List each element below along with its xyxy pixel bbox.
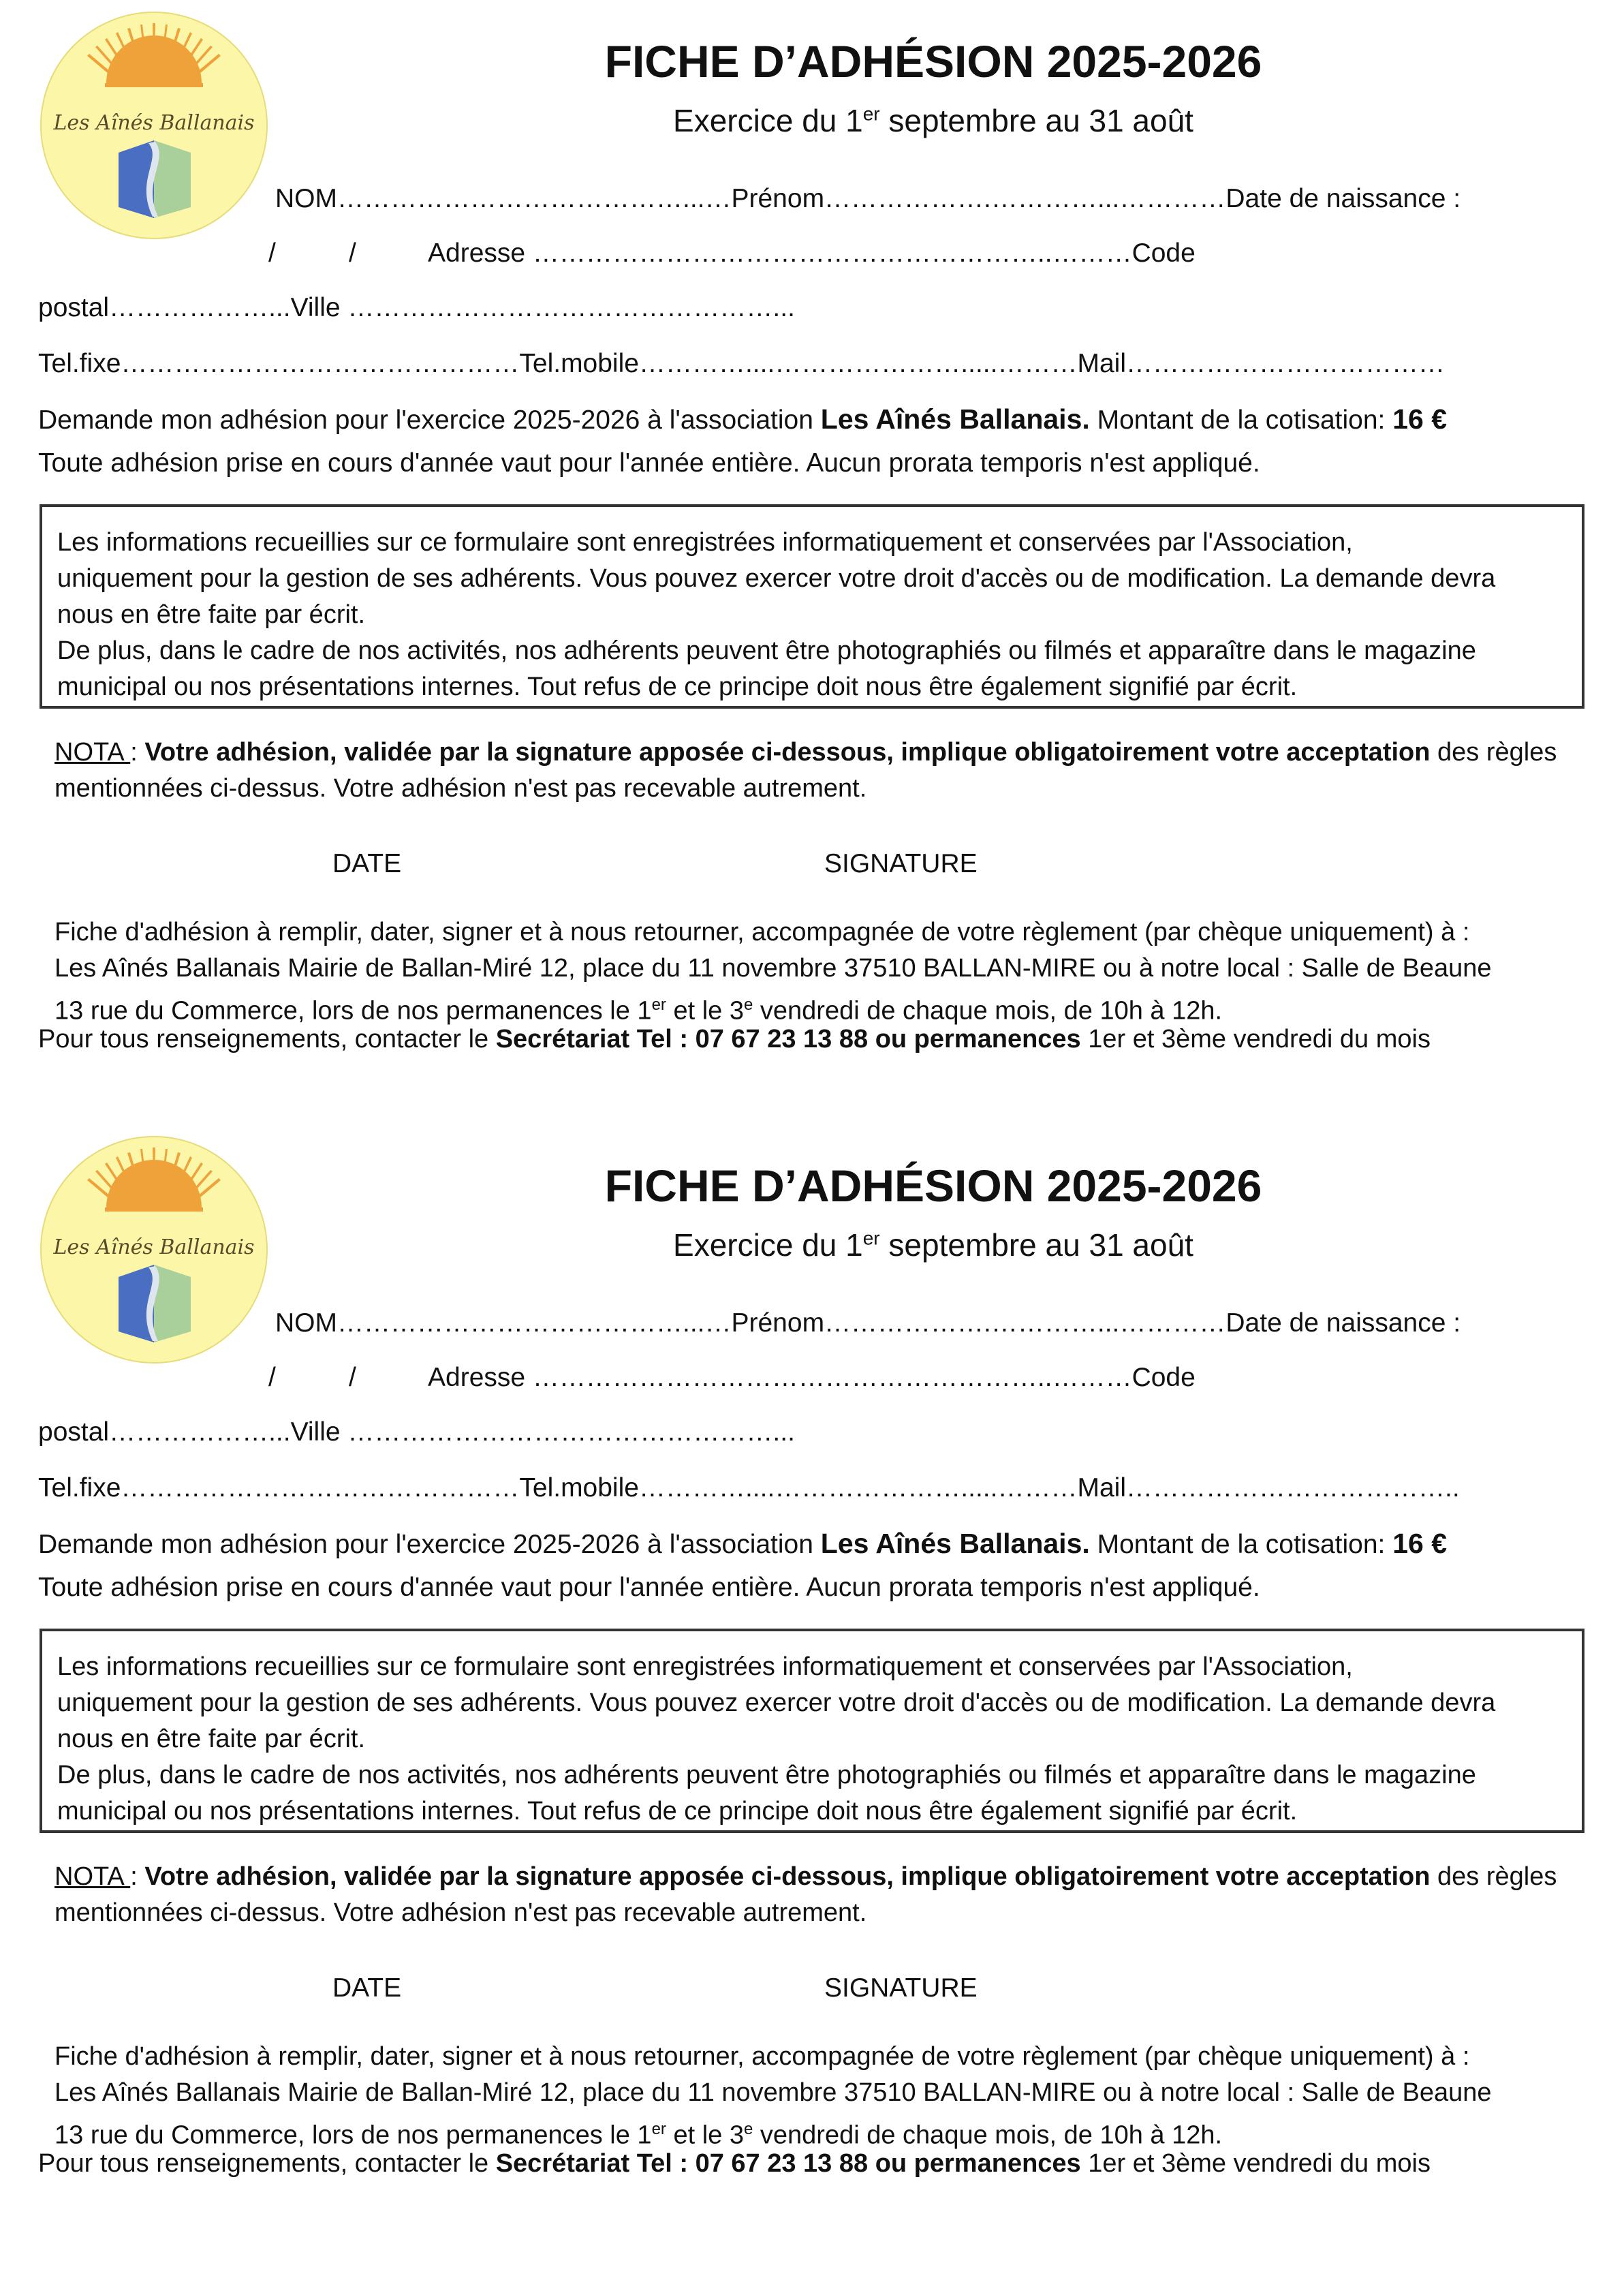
dob-slash-2: / xyxy=(349,238,356,268)
membership-form-1 xyxy=(0,0,1624,1124)
logo-text: Les Aînés Ballanais xyxy=(53,111,255,135)
signature-label: SIGNATURE xyxy=(824,1973,978,2003)
return-instructions xyxy=(54,914,1594,1030)
association-logo xyxy=(38,1134,270,1366)
privacy-line: uniquement pour la gestion de ses adhérents. Vous pouvez exercer votre droit d'accès ou de modification. La demande devra xyxy=(57,564,1496,593)
footer-sup: e xyxy=(743,996,753,1014)
footer-text: vendredi de chaque mois, de 10h à 12h. xyxy=(753,2121,1223,2150)
contact-text: Pour tous renseignements, contacter le xyxy=(38,2149,496,2178)
nota-text: des règles xyxy=(1430,1862,1557,1891)
privacy-line: Les informations recueillies sur ce formulaire sont enregistrées informatiquement et conservées par l'Association, xyxy=(57,1652,1353,1681)
nota-text-line2: mentionnées ci-dessus. Votre adhésion n'est pas recevable autrement. xyxy=(54,774,867,803)
nota-colon: : xyxy=(130,1862,145,1891)
membership-form-2 xyxy=(0,1124,1624,2249)
nota-label: NOTA xyxy=(54,738,131,767)
form-title: FICHE D’ADHÉSION 2025-2026 xyxy=(604,36,1262,87)
association-logo xyxy=(38,10,270,241)
nota-bold-text: Votre adhésion, validée par la signature apposée ci-dessous, implique obligatoirement votre acceptation xyxy=(144,1862,1431,1891)
subtitle-text-end: septembre au 31 août xyxy=(879,1227,1193,1263)
demande-line xyxy=(38,403,1447,435)
montant-label: Montant de la cotisation: xyxy=(1089,1530,1393,1559)
footer-text: et le 3 xyxy=(666,996,744,1026)
adresse-line[interactable]: Adresse …………………………………………………..………Code xyxy=(428,238,1196,268)
nom-prenom-dob-line[interactable]: NOM…………………………………...…Prénom……………….…………...…………Date de naissance : xyxy=(275,184,1461,213)
footer-sup: er xyxy=(651,2120,666,2138)
contact-text: Pour tous renseignements, contacter le xyxy=(38,1025,496,1053)
cotisation-price: 16 € xyxy=(1392,403,1448,435)
subtitle-text-end: septembre au 31 août xyxy=(879,103,1193,138)
association-name: Les Aînés Ballanais. xyxy=(820,1528,1090,1559)
privacy-line: nous en être faite par écrit. xyxy=(57,600,366,629)
nota-colon: : xyxy=(130,738,145,767)
contact-line xyxy=(38,1025,1431,1054)
footer-text: 13 rue du Commerce, lors de nos permanences le 1 xyxy=(54,996,652,1026)
postal-ville-line[interactable]: postal………………...Ville …………………………………………... xyxy=(38,293,795,322)
privacy-line: municipal ou nos présentations internes. Tout refus de ce principe doit nous être également signifié par écrit. xyxy=(57,1797,1298,1826)
privacy-box xyxy=(40,504,1584,709)
privacy-line: nous en être faite par écrit. xyxy=(57,1725,366,1753)
tel-mail-line[interactable]: Tel.fixe………………………………………Tel.mobile…………....………………….....………Mail……………………………… xyxy=(38,349,1445,378)
form-title: FICHE D’ADHÉSION 2025-2026 xyxy=(604,1160,1262,1211)
footer-line: Fiche d'adhésion à remplir, dater, signer et à nous retourner, accompagnée de votre règlement (par chèque uniquement) à : xyxy=(54,2042,1470,2071)
demande-text: Demande mon adhésion pour l'exercice 2025-2026 à l'association xyxy=(38,1530,821,1559)
logo-text: Les Aînés Ballanais xyxy=(53,1235,255,1259)
privacy-line: De plus, dans le cadre de nos activités, nos adhérents peuvent être photographiés ou filmés et apparaître dans le magazine xyxy=(57,1761,1476,1789)
footer-text: et le 3 xyxy=(666,2121,744,2150)
dob-slash-1: / xyxy=(268,238,276,268)
nota-text: des règles xyxy=(1430,738,1557,767)
tel-mail-line[interactable]: Tel.fixe………………………………………Tel.mobile…………....………………….....………Mail……………………………….. xyxy=(38,1473,1460,1503)
privacy-line: De plus, dans le cadre de nos activités, nos adhérents peuvent être photographiés ou filmés et apparaître dans le magazine xyxy=(57,636,1476,665)
footer-line xyxy=(54,2111,1594,2154)
privacy-line: Les informations recueillies sur ce formulaire sont enregistrées informatiquement et conservées par l'Association, xyxy=(57,528,1353,557)
nota-bold-text: Votre adhésion, validée par la signature apposée ci-dessous, implique obligatoirement votre acceptation xyxy=(144,738,1431,767)
footer-sup: e xyxy=(743,2120,753,2138)
subtitle-sup: er xyxy=(862,103,880,125)
footer-line: Les Aînés Ballanais Mairie de Ballan-Miré 12, place du 11 novembre 37510 BALLAN-MIRE ou à notre local : Salle de Beaune xyxy=(54,954,1492,983)
subtitle-sup: er xyxy=(862,1227,880,1249)
prorata-notice: Toute adhésion prise en cours d'année vaut pour l'année entière. Aucun prorata temporis n'est appliqué. xyxy=(38,448,1260,478)
privacy-line: uniquement pour la gestion de ses adhérents. Vous pouvez exercer votre droit d'accès ou de modification. La demande devra xyxy=(57,1689,1496,1717)
footer-text: 13 rue du Commerce, lors de nos permanences le 1 xyxy=(54,2121,652,2150)
contact-text-end: 1er et 3ème vendredi du mois xyxy=(1080,1025,1431,1053)
footer-sup: er xyxy=(651,996,666,1014)
dob-slash-2: / xyxy=(349,1363,356,1392)
prorata-notice: Toute adhésion prise en cours d'année vaut pour l'année entière. Aucun prorata temporis n'est appliqué. xyxy=(38,1573,1260,1602)
contact-phone[interactable]: Secrétariat Tel : 07 67 23 13 88 ou permanences xyxy=(495,2149,1081,2178)
date-label: DATE xyxy=(332,849,402,878)
demande-text: Demande mon adhésion pour l'exercice 2025-2026 à l'association xyxy=(38,405,821,435)
contact-text-end: 1er et 3ème vendredi du mois xyxy=(1080,2149,1431,2178)
nota-block xyxy=(54,1859,1580,1931)
privacy-line: municipal ou nos présentations internes. Tout refus de ce principe doit nous être également signifié par écrit. xyxy=(57,673,1298,701)
nota-text-line2: mentionnées ci-dessus. Votre adhésion n'est pas recevable autrement. xyxy=(54,1898,867,1927)
subtitle-text: Exercice du 1 xyxy=(673,1227,863,1263)
nom-prenom-dob-line[interactable]: NOM…………………………………...…Prénom……………….…………...…………Date de naissance : xyxy=(275,1308,1461,1338)
form-subtitle xyxy=(477,102,1390,139)
privacy-box xyxy=(40,1629,1584,1833)
postal-ville-line[interactable]: postal………………...Ville …………………………………………... xyxy=(38,1417,795,1447)
dob-slash-1: / xyxy=(268,1363,276,1392)
form-subtitle xyxy=(477,1227,1390,1263)
footer-line: Fiche d'adhésion à remplir, dater, signer et à nous retourner, accompagnée de votre règlement (par chèque uniquement) à : xyxy=(54,918,1470,946)
footer-text: vendredi de chaque mois, de 10h à 12h. xyxy=(753,996,1223,1026)
contact-phone[interactable]: Secrétariat Tel : 07 67 23 13 88 ou permanences xyxy=(495,1025,1081,1053)
signature-label: SIGNATURE xyxy=(824,849,978,878)
nota-block xyxy=(54,735,1580,807)
subtitle-text: Exercice du 1 xyxy=(673,103,863,138)
association-name: Les Aînés Ballanais. xyxy=(820,403,1090,435)
contact-line xyxy=(38,2149,1431,2178)
return-instructions xyxy=(54,2039,1594,2154)
demande-line xyxy=(38,1528,1447,1560)
cotisation-price: 16 € xyxy=(1392,1528,1448,1559)
date-label: DATE xyxy=(332,1973,402,2003)
footer-line xyxy=(54,987,1594,1030)
nota-label: NOTA xyxy=(54,1862,131,1891)
footer-line: Les Aînés Ballanais Mairie de Ballan-Miré 12, place du 11 novembre 37510 BALLAN-MIRE ou à notre local : Salle de Beaune xyxy=(54,2078,1492,2107)
adresse-line[interactable]: Adresse …………………………………………………..………Code xyxy=(428,1363,1196,1392)
montant-label: Montant de la cotisation: xyxy=(1089,405,1393,435)
